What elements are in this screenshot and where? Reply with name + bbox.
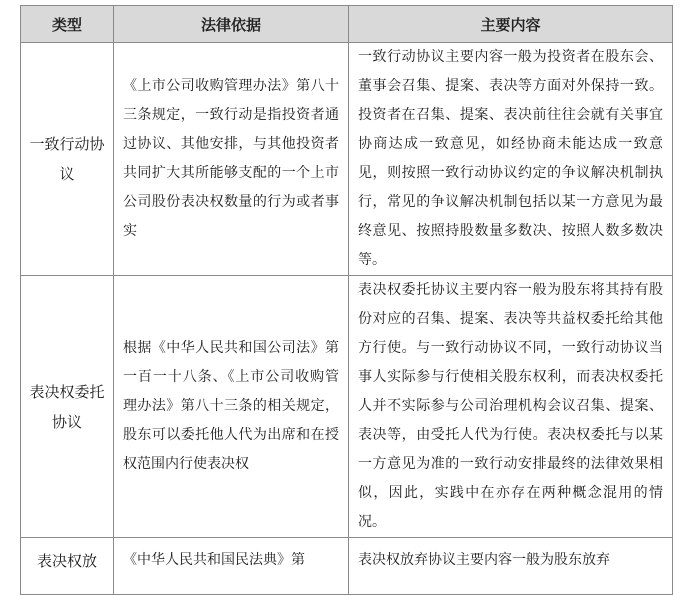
table-row (21, 43, 673, 276)
header-main-content: 主要内容 (349, 6, 673, 43)
table-header-row (21, 6, 673, 43)
row-content-cell: 表决权放弃协议主要内容一般为股东放弃 (349, 538, 673, 595)
row-basis-cell: 《上市公司收购管理办法》第八十三条规定，一致行动是指投资者通过协议、其他安排，与其他投资者共同扩大其所能够支配的一个上市公司股份表决权数量的行为或者事实 (114, 43, 349, 276)
table-row (21, 538, 673, 595)
header-type: 类型 (21, 6, 114, 43)
row-type-cell: 一致行动协议 (21, 43, 114, 276)
row-content-cell: 表决权委托协议主要内容一般为股东将其持有股份对应的召集、提案、表决等共益权委托给其他方行使。与一致行动协议不同，一致行动协议当事人实际参与行使相关股东权利，而表决权委托人并不实际参与公司治理机构会议召集、提案、表决等，由受托人代为行使。表决权委托与以某一方意见为准的一致行动安排最终的法律效果相似，因此，实践中在亦存在两种概念混用的情况。 (349, 276, 673, 538)
row-basis-cell: 《中华人民共和国民法典》第 (114, 538, 349, 595)
row-type-cell: 表决权放 (21, 538, 114, 595)
comparison-table (20, 5, 673, 595)
row-type-cell: 表决权委托协议 (21, 276, 114, 538)
header-legal-basis: 法律依据 (114, 6, 349, 43)
row-content-cell: 一致行动协议主要内容一般为投资者在股东会、董事会召集、提案、表决等方面对外保持一致。投资者在召集、提案、表决前往往会就有关事宜协商达成一致意见，如经协商未能达成一致意见，则按照一致行动协议约定的争议解决机制执行，常见的争议解决机制包括以某一方意见为最终意见、按照持股数量多数决、按照人数多数决等。 (349, 43, 673, 276)
row-basis-cell: 根据《中华人民共和国公司法》第一百一十八条、《上市公司收购管理办法》第八十三条的相关规定，股东可以委托他人代为出席和在授权范围内行使表决权 (114, 276, 349, 538)
table-row (21, 276, 673, 538)
